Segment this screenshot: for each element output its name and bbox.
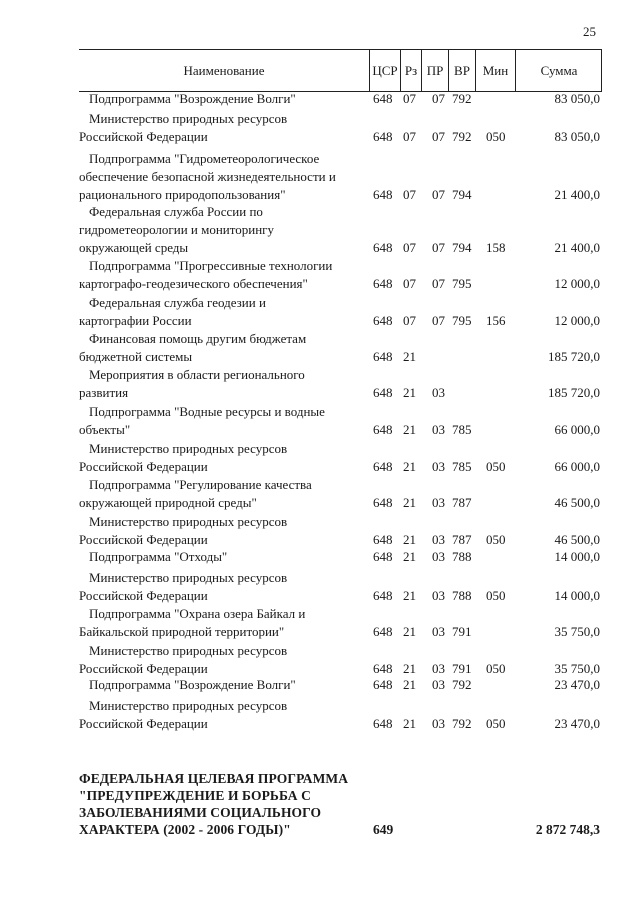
cell-pr: 03 [432,549,445,564]
cell-vr: 795 [452,313,472,328]
cell-sum: 23 470,0 [554,677,600,692]
row-name-line: Федеральная служба России по [89,204,263,219]
page-number: 25 [583,24,596,39]
cell-pr: 07 [432,276,445,291]
table-row [79,697,602,733]
row-name-line: картографии России [79,313,192,328]
cell-vr: 792 [452,677,472,692]
cell-vr: 791 [452,624,472,639]
table-row [79,676,602,694]
cell-csr: 648 [373,549,393,564]
program-title-line: ХАРАКТЕРА (2002 - 2006 ГОДЫ)" [79,822,291,837]
table-row [79,90,602,108]
cell-csr: 648 [373,129,393,144]
header-pr: ПР [426,63,444,78]
cell-rz: 21 [403,677,416,692]
cell-pr: 07 [432,129,445,144]
cell-pr: 03 [432,588,445,603]
header-min: Мин [482,63,509,78]
cell-rz: 21 [403,624,416,639]
row-name [79,366,369,402]
cell-csr: 648 [373,313,393,328]
row-name-line: Министерство природных ресурсов [89,441,288,456]
table-row [79,440,602,476]
cell-pr: 07 [432,240,445,255]
row-name-line: Министерство природных ресурсов [89,698,288,713]
cell-rz: 21 [403,716,416,731]
cell-min: 050 [486,129,506,144]
row-name-line: развития [79,385,129,400]
program-title-line: "ПРЕДУПРЕЖДЕНИЕ И БОРЬБА С [79,788,311,803]
row-name-line: Подпрограмма "Охрана озера Байкал и [89,606,306,621]
table-row [79,257,602,293]
cell-rz: 21 [403,495,416,510]
cell-csr: 648 [373,422,393,437]
cell-csr: 648 [373,624,393,639]
row-name-line: Министерство природных ресурсов [89,514,288,529]
cell-sum: 66 000,0 [554,459,600,474]
row-name [79,90,369,108]
table-row [79,548,602,566]
row-name-line: Российской Федерации [79,532,208,547]
cell-sum: 21 400,0 [554,187,600,202]
table-row [79,476,602,512]
program-title-line: ФЕДЕРАЛЬНАЯ ЦЕЛЕВАЯ ПРОГРАММА [79,771,349,786]
cell-rz: 21 [403,459,416,474]
cell-vr: 792 [452,716,472,731]
cell-csr: 648 [373,716,393,731]
cell-rz: 07 [403,91,416,106]
header-name: Наименование [183,63,265,78]
cell-rz: 21 [403,588,416,603]
table-header [79,49,602,92]
cell-csr: 648 [373,588,393,603]
cell-pr: 03 [432,532,445,547]
cell-rz: 21 [403,422,416,437]
table-row [79,330,602,366]
cell-csr: 648 [373,661,393,676]
row-name-line: Подпрограмма "Возрождение Волги" [89,677,296,692]
cell-pr: 07 [432,91,445,106]
program-title-line: ЗАБОЛЕВАНИЯМИ СОЦИАЛЬНОГО [79,805,322,820]
cell-vr: 788 [452,549,472,564]
header-vr: ВР [454,63,470,78]
cell-sum: 46 500,0 [554,495,600,510]
cell-rz: 07 [403,276,416,291]
cell-vr: 794 [452,240,472,255]
cell-csr: 648 [373,276,393,291]
cell-pr: 03 [432,661,445,676]
row-name-line: Подпрограмма "Гидрометеорологическое [89,151,320,166]
cell-sum: 83 050,0 [554,129,600,144]
cell-rz: 21 [403,532,416,547]
program-total [79,770,602,838]
cell-rz: 07 [403,313,416,328]
cell-rz: 21 [403,385,416,400]
cell-vr: 792 [452,91,472,106]
table-row [79,569,602,605]
row-name-line: Подпрограмма "Прогрессивные технологии [89,258,333,273]
row-name [79,697,369,733]
row-name-line: Российской Федерации [79,716,208,731]
cell-sum: 23 470,0 [554,716,600,731]
row-name-line: Подпрограмма "Водные ресурсы и водные [89,404,325,419]
cell-min: 050 [486,532,506,547]
cell-sum: 46 500,0 [554,532,600,547]
row-name-line: Российской Федерации [79,129,208,144]
row-name-line: обеспечение безопасной жизнедеятельности и [79,169,336,184]
row-name [79,513,369,549]
table-row [79,605,602,641]
cell-sum: 14 000,0 [554,588,600,603]
header-csr: ЦСР [372,63,398,78]
row-name [79,150,369,204]
row-name-line: Российской Федерации [79,459,208,474]
table-row [79,203,602,257]
row-name [79,294,369,330]
table-row [79,110,602,146]
cell-min: 050 [486,588,506,603]
row-name-line: Байкальской природной территории" [79,624,285,639]
cell-sum: 35 750,0 [554,661,600,676]
header-rz: Рз [404,63,418,78]
cell-csr: 648 [373,91,393,106]
cell-vr: 787 [452,495,472,510]
cell-min: 050 [486,459,506,474]
program-sum: 2 872 748,3 [535,822,600,837]
program-csr: 649 [373,822,394,837]
cell-sum: 35 750,0 [554,624,600,639]
cell-rz: 07 [403,240,416,255]
cell-rz: 21 [403,549,416,564]
cell-rz: 07 [403,129,416,144]
cell-vr: 785 [452,422,472,437]
row-name-line: бюджетной системы [79,349,193,364]
row-name [79,569,369,605]
cell-csr: 648 [373,349,393,364]
row-name [79,440,369,476]
row-name-line: Российской Федерации [79,661,208,676]
cell-pr: 03 [432,422,445,437]
cell-min: 158 [486,240,506,255]
cell-pr: 07 [432,313,445,328]
row-name [79,110,369,146]
cell-rz: 21 [403,349,416,364]
cell-vr: 788 [452,588,472,603]
row-name-line: Министерство природных ресурсов [89,570,288,585]
cell-csr: 648 [373,385,393,400]
row-name [79,257,369,293]
cell-csr: 648 [373,495,393,510]
row-name [79,203,369,257]
header-sum: Сумма [540,63,578,78]
row-name-line: Российской Федерации [79,588,208,603]
cell-min: 156 [486,313,506,328]
row-name-line: объекты" [79,422,131,437]
cell-csr: 648 [373,187,393,202]
cell-min: 050 [486,661,506,676]
cell-pr: 03 [432,677,445,692]
cell-sum: 14 000,0 [554,549,600,564]
cell-vr: 794 [452,187,472,202]
row-name [79,548,369,566]
row-name-line: рационального природопользования" [79,187,286,202]
cell-pr: 03 [432,495,445,510]
table-row [79,294,602,330]
table-row [79,150,602,204]
row-name [79,476,369,512]
cell-vr: 795 [452,276,472,291]
row-name-line: гидрометеорологии и мониторингу [79,222,275,237]
cell-sum: 83 050,0 [554,91,600,106]
cell-sum: 185 720,0 [548,385,600,400]
row-name-line: окружающей природной среды" [79,495,257,510]
cell-pr: 03 [432,385,445,400]
cell-min: 050 [486,716,506,731]
row-name-line: Финансовая помощь другим бюджетам [89,331,307,346]
cell-pr: 03 [432,459,445,474]
cell-rz: 07 [403,187,416,202]
header-divider [601,50,602,91]
row-name-line: Федеральная служба геодезии и [89,295,266,310]
row-name-line: Подпрограмма "Регулирование качества [89,477,312,492]
table-row [79,403,602,439]
row-name [79,642,369,678]
cell-sum: 185 720,0 [548,349,600,364]
row-name-line: Мероприятия в области регионального [89,367,305,382]
cell-csr: 648 [373,677,393,692]
row-name [79,330,369,366]
cell-vr: 791 [452,661,472,676]
row-name [79,676,369,694]
row-name-line: окружающей среды [79,240,189,255]
cell-csr: 648 [373,532,393,547]
cell-sum: 66 000,0 [554,422,600,437]
cell-pr: 03 [432,716,445,731]
cell-pr: 07 [432,187,445,202]
cell-sum: 21 400,0 [554,240,600,255]
cell-pr: 03 [432,624,445,639]
cell-csr: 648 [373,240,393,255]
program-title [79,770,379,838]
row-name-line: картографо-геодезического обеспечения" [79,276,308,291]
cell-vr: 792 [452,129,472,144]
row-name-line: Министерство природных ресурсов [89,111,288,126]
row-name [79,403,369,439]
cell-sum: 12 000,0 [554,276,600,291]
cell-csr: 648 [373,459,393,474]
cell-rz: 21 [403,661,416,676]
cell-vr: 787 [452,532,472,547]
cell-sum: 12 000,0 [554,313,600,328]
row-name-line: Подпрограмма "Отходы" [89,549,228,564]
row-name-line: Министерство природных ресурсов [89,643,288,658]
table-row [79,513,602,549]
cell-vr: 785 [452,459,472,474]
row-name-line: Подпрограмма "Возрождение Волги" [89,91,296,106]
row-name [79,605,369,641]
table-row [79,642,602,678]
table-row [79,366,602,402]
